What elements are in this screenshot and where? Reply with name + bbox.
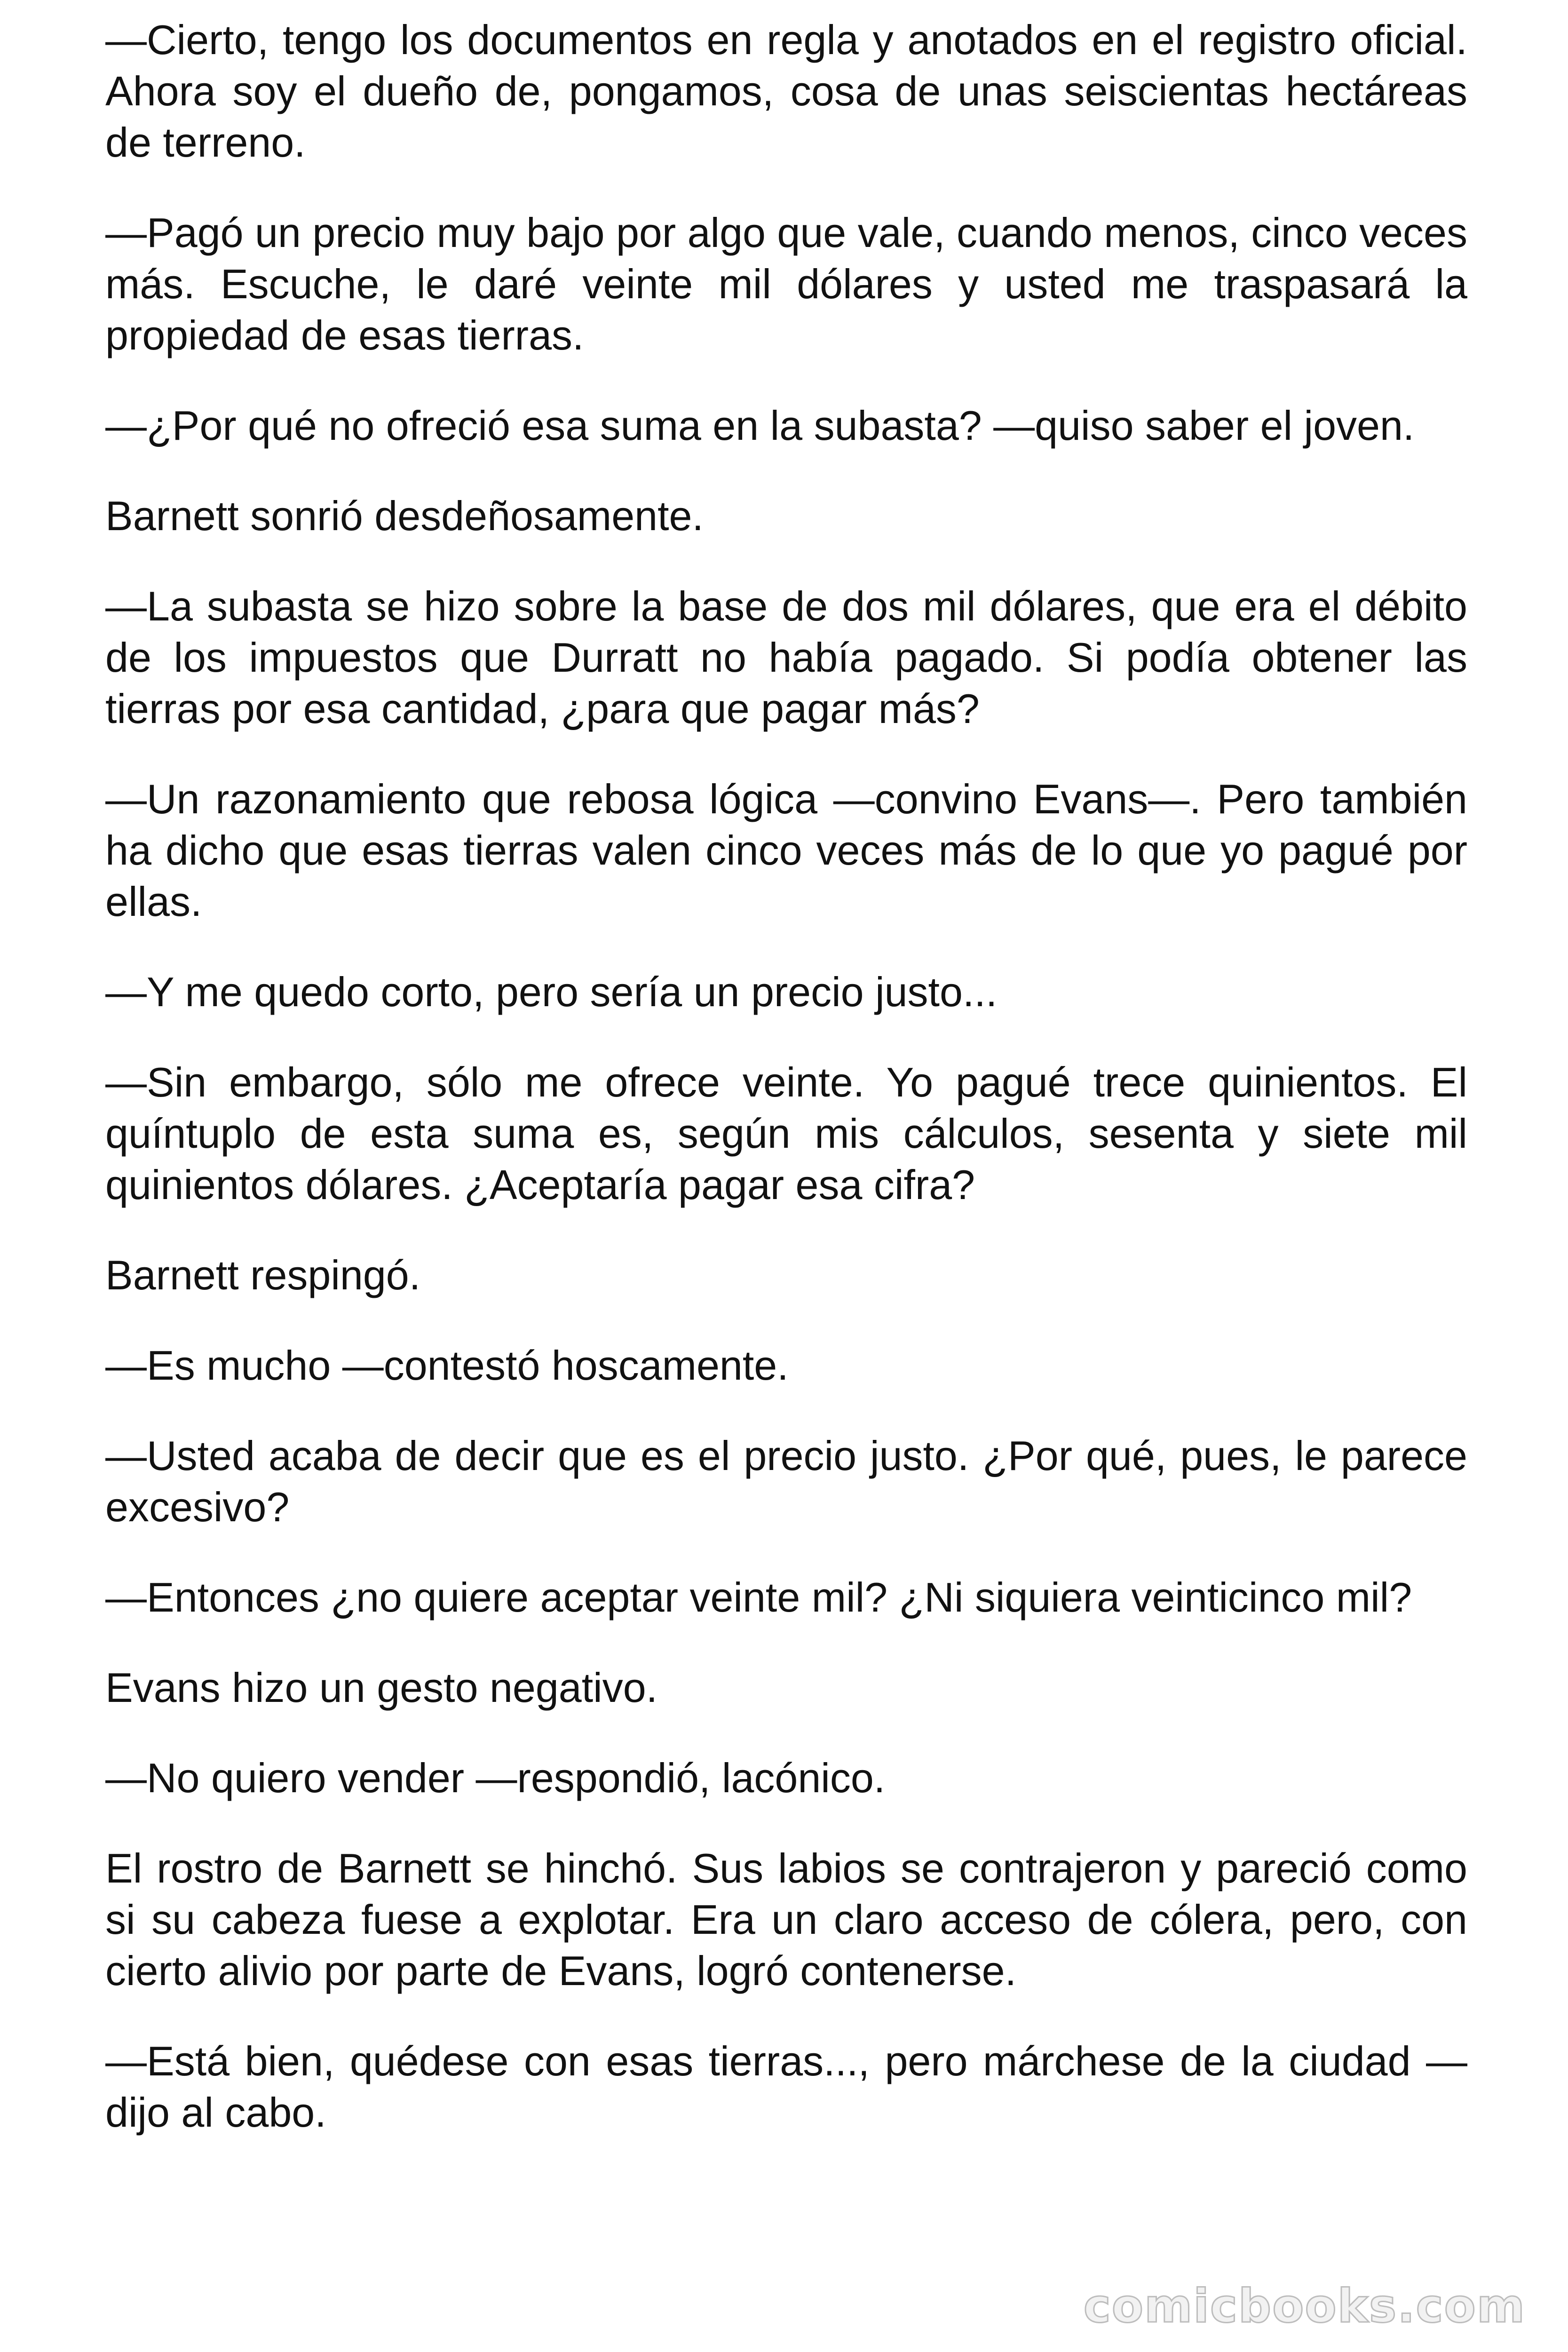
paragraph: Barnett sonrió desdeñosamente. [105,493,704,539]
paragraph: —Usted acaba de decir que es el precio justo. ¿Por qué, pues, le parece excesivo? [105,1432,1467,1530]
paragraph: —Sin embargo, sólo me ofrece veinte. Yo pagué trece quinientos. El quíntuplo de esta suma es, según mis cálculos, sesenta y siete mil quinientos dólares. ¿Aceptaría pagar esa cifra? [105,1059,1467,1208]
paragraph: —No quiero vender —respondió, lacónico. [105,1755,886,1801]
document-page [105,14,1467,2177]
paragraph: Barnett respingó. [105,1252,421,1298]
paragraph: —La subasta se hizo sobre la base de dos mil dólares, que era el débito de los impuestos que Durratt no había pagado. Si podía obtener las tierras por esa cantidad, ¿para que pagar más? [105,583,1467,732]
paragraph: —Entonces ¿no quiere aceptar veinte mil? ¿Ni siquiera veinticinco mil? [105,1574,1412,1621]
paragraph: —Cierto, tengo los documentos en regla y anotados en el registro oficial. Ahora soy el dueño de, pongamos, cosa de unas seiscientas hectáreas de terreno. [105,16,1467,166]
paragraph: —Y me quedo corto, pero sería un precio justo... [105,969,998,1015]
paragraph: Evans hizo un gesto negativo. [105,1664,658,1711]
paragraph: El rostro de Barnett se hinchó. Sus labios se contrajeron y pareció como si su cabeza fuese a explotar. Era un claro acceso de cólera, pero, con cierto alivio por parte de Evans, logró contenerse. [105,1845,1467,1994]
paragraph: —Un razonamiento que rebosa lógica —convino Evans—. Pero también ha dicho que esas tierras valen cinco veces más de lo que yo pagué por ellas. [105,776,1467,925]
paragraph: —Es mucho —contestó hoscamente. [105,1342,789,1389]
paragraph: —¿Por qué no ofreció esa suma en la subasta? —quiso saber el joven. [105,402,1415,449]
watermark: comicbooks.com [1083,2280,1526,2333]
paragraph: —Está bien, quédese con esas tierras..., pero márchese de la ciudad —dijo al cabo. [105,2038,1467,2136]
paragraph: —Pagó un precio muy bajo por algo que vale, cuando menos, cinco veces más. Escuche, le daré veinte mil dólares y usted me traspasará la propiedad de esas tierras. [105,209,1467,358]
